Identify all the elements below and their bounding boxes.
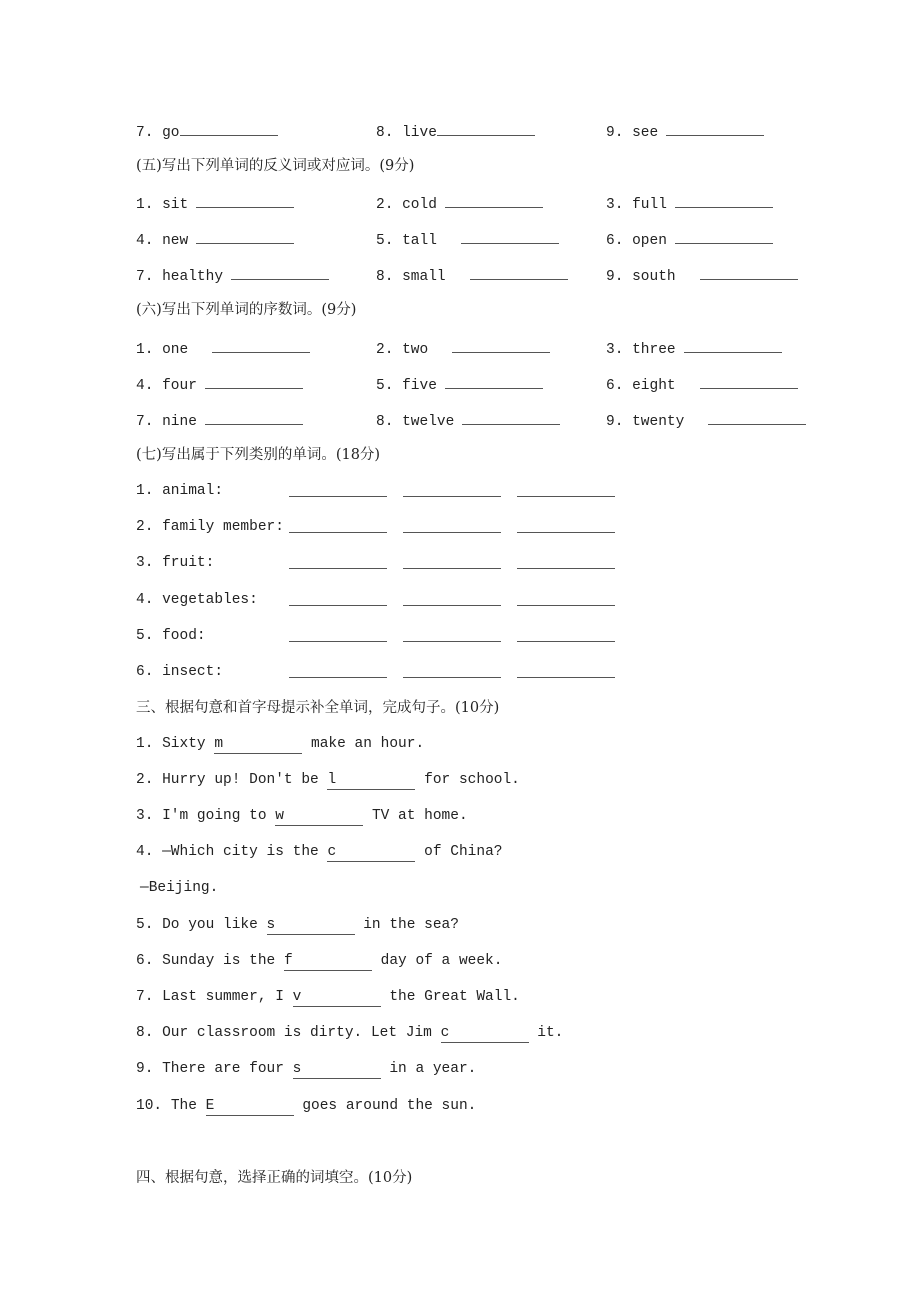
answer-blank[interactable] [289, 627, 387, 642]
answer-blank[interactable]: m [214, 735, 302, 754]
item-row [136, 193, 836, 211]
section-title: (五)写出下列单词的反义词或对应词。(9分) [136, 158, 415, 174]
sentence-text: in a year. [389, 1061, 477, 1077]
word-item [136, 265, 329, 286]
sentence-text: Sixty [162, 736, 206, 752]
item-number: 7. [136, 125, 154, 141]
section-title: 四、根据句意，选择正确的词填空。(10分) [136, 1170, 413, 1186]
sentence-text: for school. [424, 772, 520, 788]
word-item [136, 193, 294, 214]
item-number: 8. [376, 125, 394, 141]
item-number: 6. [136, 953, 154, 969]
answer-blank[interactable] [403, 482, 501, 497]
word-item [136, 374, 303, 395]
sentence-text: —Beijing. [140, 880, 219, 896]
item-number: 2. [136, 519, 154, 535]
item-row [136, 265, 836, 283]
item-number: 8. [376, 269, 394, 285]
answer-blank[interactable] [470, 265, 568, 280]
answer-blank[interactable] [700, 265, 798, 280]
item-number: 5. [136, 917, 154, 933]
section-5-title [136, 157, 414, 176]
section-title: 三、根据句意和首字母提示补全单词，完成句子。(10分) [136, 700, 500, 716]
sentence-row [136, 735, 424, 754]
sentence-text: Our classroom is dirty. Let Jim [162, 1025, 432, 1041]
item-number: 7. [136, 269, 154, 285]
sentence-row [136, 1060, 476, 1079]
item-number: 8. [136, 1025, 154, 1041]
category-row [136, 663, 636, 681]
section-7-title [136, 446, 380, 465]
answer-blank[interactable] [289, 554, 387, 569]
answer-blank[interactable] [700, 374, 798, 389]
sentence-row [140, 879, 218, 897]
category-label [136, 663, 223, 681]
answer-blank[interactable] [205, 410, 303, 425]
answer-blank[interactable]: c [441, 1024, 529, 1043]
answer-blank[interactable]: s [293, 1060, 381, 1079]
answer-blank[interactable]: s [267, 916, 355, 935]
answer-blank[interactable]: l [327, 771, 415, 790]
item-number: 4. [136, 378, 154, 394]
word-item [136, 121, 278, 142]
word-item [606, 265, 798, 286]
sentence-text: of China? [424, 844, 503, 860]
item-number: 2. [136, 772, 154, 788]
answer-blank[interactable] [180, 121, 278, 136]
item-number: 1. [136, 483, 154, 499]
word-item [376, 338, 550, 359]
item-number: 9. [606, 414, 624, 430]
answer-blank[interactable] [517, 482, 615, 497]
item-number: 9. [136, 1061, 154, 1077]
item-number: 5. [136, 628, 154, 644]
word-item [606, 374, 798, 395]
sentence-row [136, 807, 468, 826]
sentence-row [136, 771, 520, 790]
sentence-text: The [170, 1098, 197, 1114]
item-row [136, 338, 836, 356]
item-word: animal: [162, 483, 224, 499]
item-word: open [632, 233, 667, 249]
item-word: insect: [162, 664, 224, 680]
category-label [136, 518, 284, 536]
category-row [136, 518, 636, 536]
answer-blank[interactable] [403, 591, 501, 606]
answer-blank[interactable] [403, 518, 501, 533]
category-row [136, 554, 636, 572]
word-item [606, 338, 782, 359]
word-item [606, 121, 764, 142]
item-number: 4. [136, 592, 154, 608]
section-title: (六)写出下列单词的序数词。(9分) [136, 302, 357, 318]
sentence-text: Last summer, I [162, 989, 284, 1005]
sentence-text: day of a week. [380, 953, 503, 969]
section-title: (七)写出属于下列类别的单词。(18分) [136, 447, 381, 463]
answer-blank[interactable]: v [293, 988, 381, 1007]
answer-blank[interactable] [212, 338, 310, 353]
section-6-title [136, 301, 356, 320]
item-number: 3. [136, 555, 154, 571]
item-word: eight [632, 378, 676, 394]
item-number: 6. [606, 378, 624, 394]
sentence-text: Hurry up! Don't be [162, 772, 319, 788]
part-4-title [136, 1169, 412, 1188]
sentence-text: it. [537, 1025, 564, 1041]
item-number: 7. [136, 414, 154, 430]
answer-blank[interactable] [445, 193, 543, 208]
sentence-row [136, 1097, 476, 1116]
answer-blank[interactable] [517, 554, 615, 569]
word-item [136, 410, 303, 431]
item-number: 8. [376, 414, 394, 430]
answer-blank[interactable] [403, 663, 501, 678]
word-item [606, 410, 806, 431]
item-number: 5. [376, 378, 394, 394]
answer-blank[interactable] [675, 193, 773, 208]
item-word: one [162, 342, 189, 358]
item-word: tall [402, 233, 437, 249]
item-word: five [402, 378, 437, 394]
item-number: 1. [136, 736, 154, 752]
sentence-row [136, 1024, 563, 1043]
category-row [136, 627, 636, 645]
sentence-text: TV at home. [371, 808, 468, 824]
word-item [606, 193, 773, 214]
answer-blank[interactable] [517, 591, 615, 606]
item-number: 10. [136, 1098, 163, 1114]
word-item [376, 193, 543, 214]
answer-blank[interactable] [452, 338, 550, 353]
answer-blank[interactable] [289, 591, 387, 606]
item-row [136, 410, 836, 428]
answer-blank[interactable] [289, 663, 387, 678]
answer-blank[interactable] [196, 193, 294, 208]
answer-blank[interactable] [462, 410, 560, 425]
item-number: 2. [376, 197, 394, 213]
word-item [606, 229, 773, 250]
word-item [376, 265, 568, 286]
item-row [136, 121, 836, 139]
sentence-row [136, 952, 502, 971]
sentence-text: the Great Wall. [389, 989, 520, 1005]
word-item [376, 229, 559, 250]
answer-blank[interactable] [517, 627, 615, 642]
item-word: food: [162, 628, 206, 644]
item-number: 6. [606, 233, 624, 249]
answer-blank[interactable] [289, 482, 387, 497]
item-word: cold [402, 197, 437, 213]
category-label [136, 591, 258, 609]
item-word: healthy [162, 269, 224, 285]
answer-blank[interactable] [461, 229, 559, 244]
item-number: 9. [606, 269, 624, 285]
word-item [136, 229, 294, 250]
item-word: fruit: [162, 555, 215, 571]
answer-blank[interactable] [666, 121, 764, 136]
item-number: 5. [376, 233, 394, 249]
answer-blank[interactable] [675, 229, 773, 244]
answer-blank[interactable] [517, 518, 615, 533]
item-word: four [162, 378, 197, 394]
part-3-title [136, 699, 499, 718]
sentence-text: Sunday is the [162, 953, 276, 969]
item-number: 3. [606, 342, 624, 358]
item-word: live [402, 125, 437, 141]
answer-blank[interactable] [403, 554, 501, 569]
answer-blank[interactable]: w [275, 807, 363, 826]
category-label [136, 554, 214, 572]
item-number: 7. [136, 989, 154, 1005]
answer-blank[interactable] [289, 518, 387, 533]
category-row [136, 591, 636, 609]
word-item [376, 374, 543, 395]
sentence-text: goes around the sun. [302, 1098, 477, 1114]
answer-blank[interactable] [708, 410, 806, 425]
item-word: sit [162, 197, 189, 213]
sentence-row [136, 843, 502, 862]
answer-blank[interactable] [684, 338, 782, 353]
item-word: twenty [632, 414, 685, 430]
item-word: small [402, 269, 446, 285]
item-word: see [632, 125, 659, 141]
item-number: 4. [136, 844, 154, 860]
item-word: full [632, 197, 667, 213]
sentence-row [136, 988, 520, 1007]
answer-blank[interactable] [517, 663, 615, 678]
category-label [136, 627, 206, 645]
sentence-text: make an hour. [311, 736, 425, 752]
item-number: 1. [136, 342, 154, 358]
item-number: 2. [376, 342, 394, 358]
word-item [136, 338, 310, 359]
item-word: go [162, 125, 180, 141]
answer-blank[interactable]: E [206, 1097, 294, 1116]
sentence-row [136, 916, 459, 935]
answer-blank[interactable]: c [327, 843, 415, 862]
sentence-text: I'm going to [162, 808, 267, 824]
category-row [136, 482, 636, 500]
item-number: 3. [606, 197, 624, 213]
sentence-text: in the sea? [363, 917, 459, 933]
item-number: 3. [136, 808, 154, 824]
answer-blank[interactable] [403, 627, 501, 642]
sentence-text: Do you like [162, 917, 258, 933]
item-row [136, 229, 836, 247]
item-number: 1. [136, 197, 154, 213]
item-word: family member: [162, 519, 284, 535]
category-label [136, 482, 223, 500]
word-item [376, 121, 535, 142]
item-word: south [632, 269, 676, 285]
item-word: twelve [402, 414, 455, 430]
answer-blank[interactable] [445, 374, 543, 389]
answer-blank[interactable] [196, 229, 294, 244]
answer-blank[interactable]: f [284, 952, 372, 971]
answer-blank[interactable] [205, 374, 303, 389]
item-word: nine [162, 414, 197, 430]
item-word: two [402, 342, 429, 358]
item-row [136, 374, 836, 392]
item-number: 9. [606, 125, 624, 141]
item-word: vegetables: [162, 592, 258, 608]
item-word: new [162, 233, 189, 249]
word-item [376, 410, 560, 431]
sentence-text: —Which city is the [162, 844, 319, 860]
item-number: 6. [136, 664, 154, 680]
answer-blank[interactable] [437, 121, 535, 136]
answer-blank[interactable] [231, 265, 329, 280]
item-word: three [632, 342, 676, 358]
sentence-text: There are four [162, 1061, 284, 1077]
item-number: 4. [136, 233, 154, 249]
